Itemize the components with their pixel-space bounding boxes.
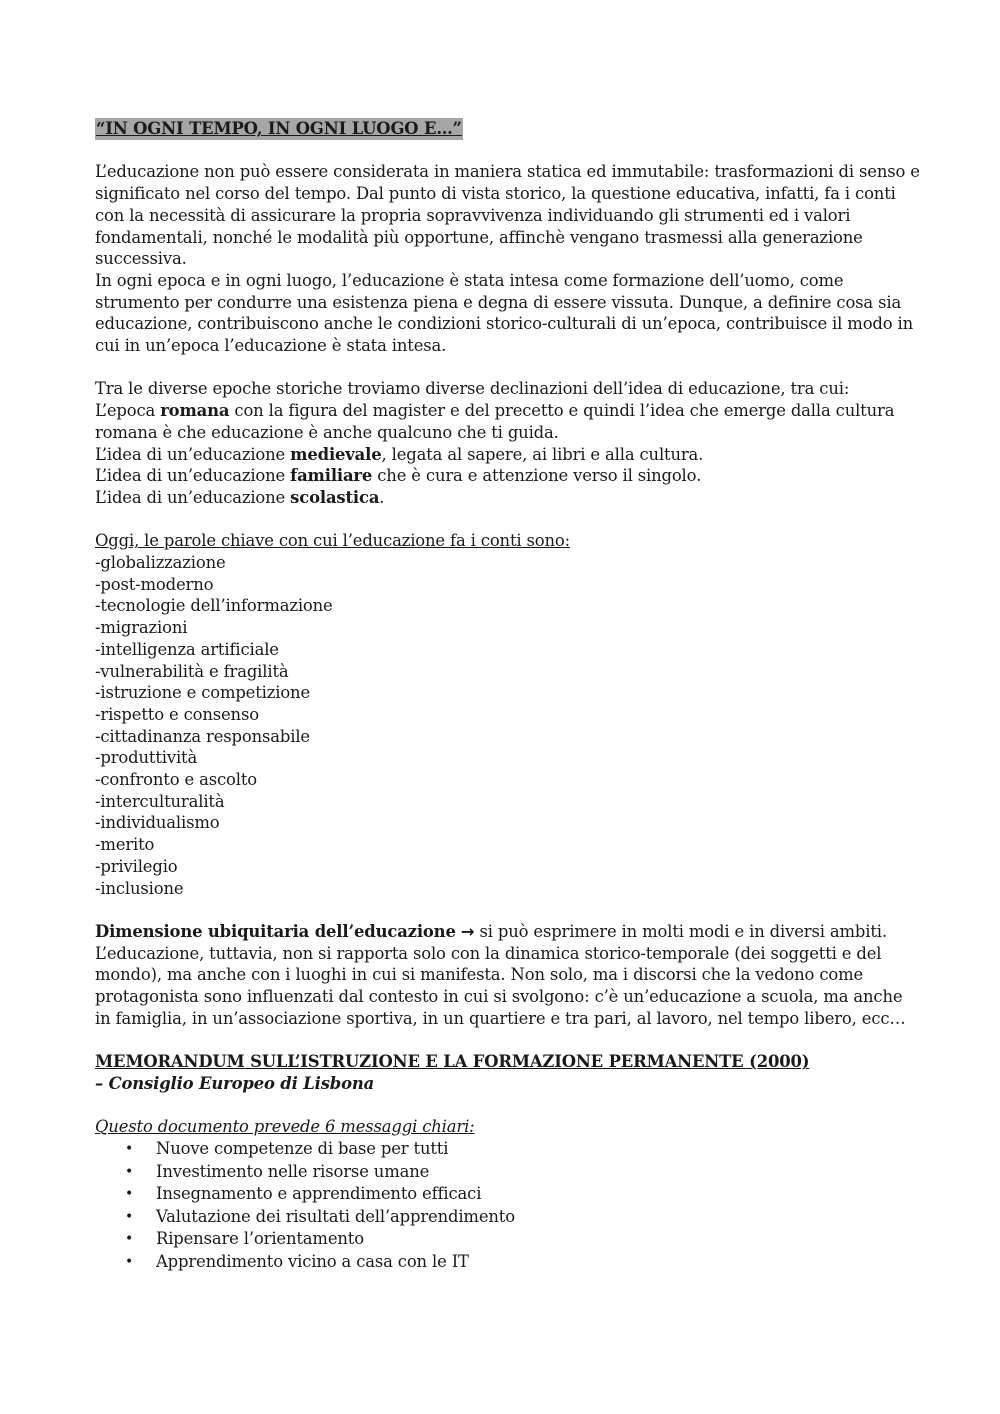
epoch-roman-keyword: romana xyxy=(160,401,230,421)
list-item: • Insegnamento e apprendimento efficaci xyxy=(125,1183,920,1206)
bullet-icon: • xyxy=(125,1163,134,1180)
keyword-item: -migrazioni xyxy=(95,618,188,638)
bullet-icon: • xyxy=(125,1231,134,1248)
memorandum-heading: MEMORANDUM SULL’ISTRUZIONE E LA FORMAZIONE PERMANENTE (2000) xyxy=(95,1052,810,1072)
list-item: • Valutazione dei risultati dell’apprendimento xyxy=(125,1206,920,1229)
keyword-item: -confronto e ascolto xyxy=(95,770,257,790)
keyword-item: -rispetto e consenso xyxy=(95,704,259,724)
list-item: • Apprendimento vicino a casa con le IT xyxy=(125,1251,920,1274)
memorandum-subheading: – Consiglio Europeo di Lisbona xyxy=(95,1073,375,1093)
spacer xyxy=(95,1029,920,1051)
memorandum-intro: Questo documento prevede 6 messaggi chiari: xyxy=(95,1117,475,1137)
keyword-item: -intelligenza artificiale xyxy=(95,639,279,659)
intro-paragraph-2: In ogni epoca e in ogni luogo, l’educazione è stata intesa come formazione dell’uomo, come strumento per condurre una esistenza piena e degna di essere vissuta. Dunque, a definire cosa sia educazione, contribuiscono anche le condizioni storico-culturali di un’epoca, contribuisce il modo in cui in un’epoca l’educazione è stata intesa. xyxy=(95,270,914,356)
epoch-school: L’idea di un’educazione scolastica. xyxy=(95,487,385,507)
list-item: • Investimento nelle risorse umane xyxy=(125,1161,920,1184)
list-item: • Nuove competenze di base per tutti xyxy=(125,1138,920,1161)
messages-list xyxy=(95,1138,920,1274)
spacer xyxy=(95,899,920,921)
keywords-heading: Oggi, le parole chiave con cui l’educazione fa i conti sono: xyxy=(95,531,571,551)
keyword-item: -cittadinanza responsabile xyxy=(95,726,310,746)
epochs-intro: Tra le diverse epoche storiche troviamo diverse declinazioni dell’idea di educazione, tra cui: xyxy=(95,379,850,399)
title-line xyxy=(95,118,920,140)
epoch-medieval: L’idea di un’educazione medievale, legata al sapere, ai libri e alla cultura. xyxy=(95,444,704,464)
epoch-school-keyword: scolastica xyxy=(290,487,380,507)
epoch-family-keyword: familiare xyxy=(290,466,373,486)
epoch-medieval-keyword: medievale xyxy=(290,444,382,464)
ubiquity-heading: Dimensione ubiquitaria dell’educazione xyxy=(95,921,456,941)
keyword-item: -individualismo xyxy=(95,813,220,833)
keyword-item: -interculturalità xyxy=(95,791,225,811)
spacer xyxy=(95,1095,920,1117)
page-title: “IN OGNI TEMPO, IN OGNI LUOGO E…” xyxy=(96,119,462,138)
keyword-item: -istruzione e competizione xyxy=(95,683,311,703)
arrow-right-icon: → xyxy=(460,921,475,941)
keyword-item: -globalizzazione xyxy=(95,553,226,573)
spacer xyxy=(95,357,920,379)
keyword-item: -vulnerabilità e fragilità xyxy=(95,661,289,681)
ubiquity-heading-line: Dimensione ubiquitaria dell’educazione → si può esprimere in molti modi e in diversi ambiti. xyxy=(95,921,887,941)
intro-paragraph-1: L’educazione non può essere considerata in maniera statica ed immutabile: trasformazioni di senso e significato nel corso del tempo. Dal punto di vista storico, la questione educativa, infatti, fa i conti con la necessità di assicurare la propria sopravvivenza individuando gli strumenti ed i valori fondamentali, nonché le modalità più opportune, affinchè vengano trasmessi alla generazione successiva. xyxy=(95,162,920,269)
keyword-item: -post-moderno xyxy=(95,574,214,594)
bullet-icon: • xyxy=(125,1140,134,1157)
keyword-item: -produttività xyxy=(95,748,198,768)
list-item: • Ripensare l’orientamento xyxy=(125,1228,920,1251)
ubiquity-paragraph: L’educazione, tuttavia, non si rapporta solo con la dinamica storico-temporale (dei soggetti e del mondo), ma anche con i luoghi in cui si manifesta. Non solo, ma i discorsi che la vedono come protagonista sono influenzati dal contesto in cui si svolgono: c’è un’educazione a scuola, ma anche in famiglia, in un’associazione sportiva, in un quartiere e tra pari, al lavoro, nel tempo libero, ecc… xyxy=(95,943,906,1028)
keyword-item: -merito xyxy=(95,835,155,855)
bullet-icon: • xyxy=(125,1186,134,1203)
keyword-item: -inclusione xyxy=(95,878,184,898)
epoch-family: L’idea di un’educazione familiare che è cura e attenzione verso il singolo. xyxy=(95,466,702,486)
keyword-item: -privilegio xyxy=(95,856,178,876)
spacer xyxy=(95,509,920,531)
epoch-roman: L’epoca romana con la figura del magister e del precetto e quindi l’idea che emerge dalla cultura romana è che educazione è anche qualcuno che ti guida. xyxy=(95,401,895,442)
bullet-icon: • xyxy=(125,1208,134,1225)
spacer xyxy=(95,140,920,162)
bullet-icon: • xyxy=(125,1253,134,1270)
keyword-item: -tecnologie dell’informazione xyxy=(95,596,333,616)
